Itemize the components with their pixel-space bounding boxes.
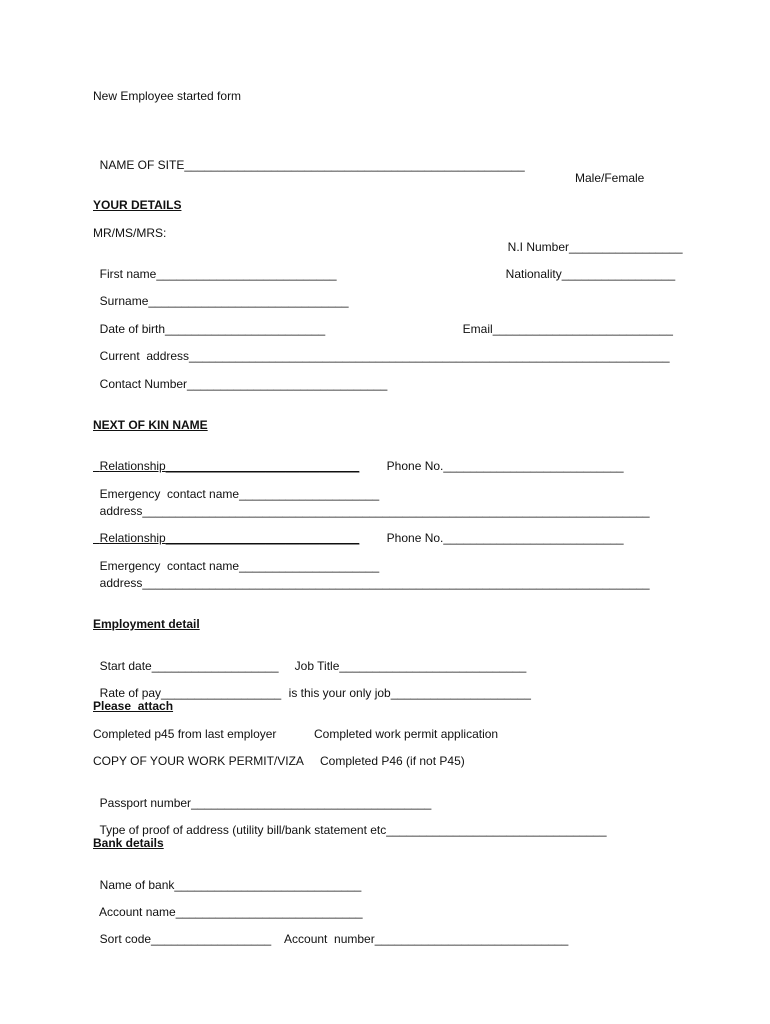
sort-code-label: Sort code <box>99 932 152 946</box>
email-label: Email <box>462 322 493 336</box>
start-date-row <box>93 645 279 673</box>
first-name-row <box>93 253 337 281</box>
kin-address-row <box>93 490 650 518</box>
ni-row <box>501 226 683 254</box>
kin-address-label: address <box>99 504 143 518</box>
account-name-input-line[interactable]: ____________________________ <box>175 905 363 919</box>
site-input-line[interactable]: ___________________________________________________ <box>184 158 525 172</box>
job-title-label: Job Title <box>294 659 340 673</box>
email-input-line[interactable]: ___________________________ <box>492 322 673 336</box>
kin-address-input-line[interactable]: ____________________________________________________________________________ <box>142 504 650 518</box>
your-details-heading: YOUR DETAILS <box>93 198 182 212</box>
p45-item: Completed p45 from last employer <box>93 727 277 741</box>
passport-input-line[interactable]: ____________________________________ <box>191 796 432 810</box>
site-row <box>93 144 525 172</box>
email-row <box>456 308 673 336</box>
passport-row <box>93 782 431 810</box>
kin-address-row <box>93 562 650 590</box>
first-name-input-line[interactable]: ___________________________ <box>156 267 337 281</box>
ni-label: N.I Number <box>507 240 570 254</box>
emergency-contact-label: Emergency contact name <box>99 487 240 501</box>
title-label: MR/MS/MRS: <box>93 226 167 240</box>
relationship-input-line[interactable]: _____________________________ <box>165 459 360 473</box>
rate-of-pay-row <box>93 672 281 700</box>
phone-input-line[interactable]: ___________________________ <box>443 531 624 545</box>
first-name-label: First name <box>99 267 157 281</box>
only-job-label: is this your only job <box>288 686 391 700</box>
work-permit-application-item: Completed work permit application <box>314 727 499 741</box>
sort-code-row <box>93 918 271 946</box>
work-permit-copy-item: COPY OF YOUR WORK PERMIT/VIZA <box>93 754 304 768</box>
p46-item: Completed P46 (if not P45) <box>320 754 465 768</box>
kin-address-label: address <box>99 576 143 590</box>
relationship-input-line[interactable]: _____________________________ <box>165 531 360 545</box>
next-of-kin-heading: NEXT OF KIN NAME <box>93 418 208 432</box>
account-number-input-line[interactable]: _____________________________ <box>374 932 569 946</box>
job-title-input-line[interactable]: ____________________________ <box>339 659 527 673</box>
phone-input-line[interactable]: ___________________________ <box>443 459 624 473</box>
dob-row <box>93 308 325 336</box>
bank-name-label: Name of bank <box>99 878 175 892</box>
proof-of-address-label: Type of proof of address (utility bill/bank statement etc <box>99 823 387 837</box>
rate-of-pay-label: Rate of pay <box>99 686 162 700</box>
proof-of-address-row <box>93 809 607 837</box>
nationality-input-line[interactable]: _________________ <box>561 267 676 281</box>
dob-label: Date of birth <box>99 322 166 336</box>
account-number-row <box>278 918 568 946</box>
sort-code-input-line[interactable]: __________________ <box>151 932 272 946</box>
contact-input-line[interactable]: ______________________________ <box>187 377 388 391</box>
emergency-contact-input-line[interactable]: _____________________ <box>239 487 380 501</box>
address-label: Current address <box>99 349 190 363</box>
phone-label: Phone No. <box>386 531 444 545</box>
relationship-label: Relationship <box>99 459 166 473</box>
job-title-row <box>288 645 526 673</box>
attach-heading: Please attach <box>93 699 174 713</box>
relationship-row <box>93 517 359 545</box>
gender-label[interactable]: Male/Female <box>575 171 645 185</box>
account-name-label: Account name <box>99 905 176 919</box>
rate-of-pay-input-line[interactable]: __________________ <box>161 686 282 700</box>
bank-heading: Bank details <box>93 836 164 850</box>
emergency-contact-input-line[interactable]: _____________________ <box>239 559 380 573</box>
phone-label: Phone No. <box>386 459 444 473</box>
relationship-label: Relationship <box>99 531 166 545</box>
nationality-label: Nationality <box>505 267 562 281</box>
nationality-row <box>499 253 675 281</box>
emergency-contact-label: Emergency contact name <box>99 559 240 573</box>
employment-heading: Employment detail <box>93 617 200 631</box>
contact-label: Contact Number <box>99 377 188 391</box>
surname-label: Surname <box>99 294 149 308</box>
form-title: New Employee started form <box>93 89 242 103</box>
ni-input-line[interactable]: _________________ <box>569 240 683 254</box>
site-label: NAME OF SITE <box>99 158 185 172</box>
phone-row <box>380 517 624 545</box>
surname-input-line[interactable]: ______________________________ <box>148 294 349 308</box>
phone-row <box>380 445 624 473</box>
bank-name-input-line[interactable]: ____________________________ <box>174 878 362 892</box>
only-job-row <box>282 672 531 700</box>
account-number-label: Account number <box>284 932 375 946</box>
contact-row <box>93 363 387 391</box>
address-row <box>93 335 670 363</box>
account-name-row <box>93 891 363 919</box>
only-job-input-line[interactable]: _____________________ <box>390 686 531 700</box>
address-input-line[interactable]: ________________________________________________________________________ <box>189 349 670 363</box>
passport-label: Passport number <box>99 796 192 810</box>
kin-address-input-line[interactable]: ____________________________________________________________________________ <box>142 576 650 590</box>
dob-input-line[interactable]: ________________________ <box>165 322 326 336</box>
proof-of-address-input-line[interactable]: _________________________________ <box>386 823 607 837</box>
start-date-label: Start date <box>99 659 152 673</box>
bank-name-row <box>93 864 361 892</box>
relationship-row <box>93 445 359 473</box>
surname-row <box>93 280 349 308</box>
start-date-input-line[interactable]: ___________________ <box>151 659 279 673</box>
